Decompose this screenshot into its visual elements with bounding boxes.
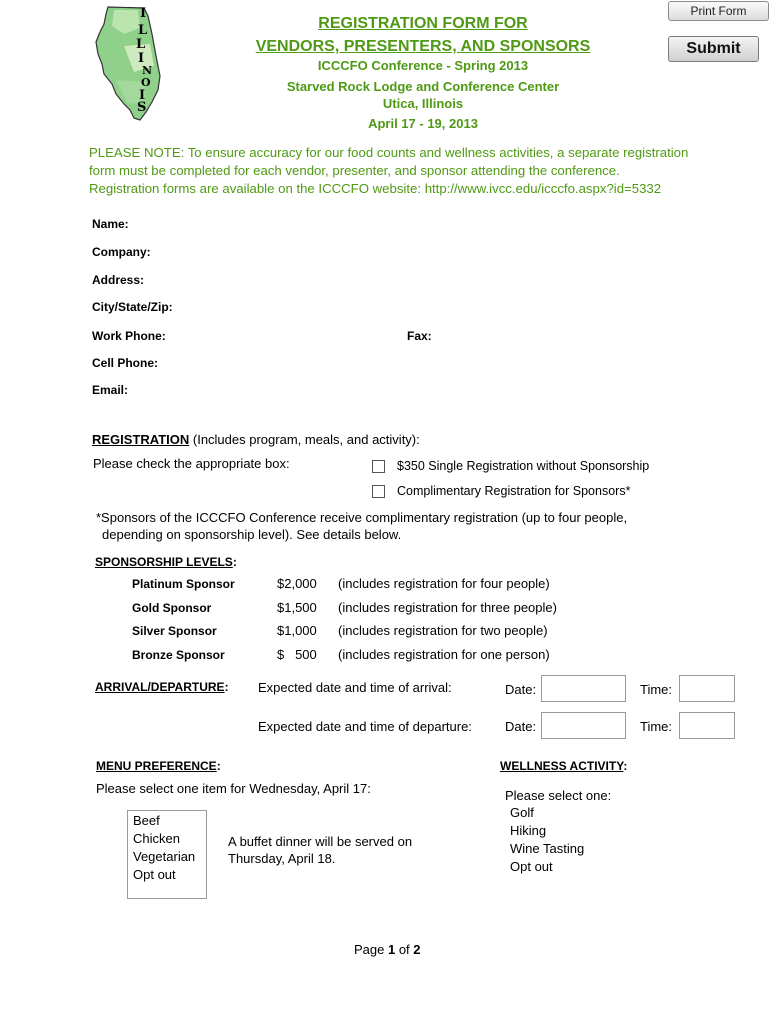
name-input[interactable] [170, 214, 720, 232]
print-form-button[interactable]: Print Form [668, 1, 769, 21]
arrival-time-label: Time: [640, 682, 673, 697]
form-title-line2: VENDORS, PRESENTERS, AND SPONSORS [255, 38, 591, 55]
address-input[interactable] [170, 270, 720, 288]
wellness-option[interactable]: Hiking [510, 823, 547, 838]
menu-select-list[interactable] [127, 810, 207, 899]
wellness-activity-heading-colon: : [623, 759, 628, 773]
registration-instruction: Please check the appropriate box: [93, 456, 290, 471]
venue-city: Utica, Illinois [382, 96, 464, 111]
sponsor-level-name: Gold Sponsor [132, 601, 212, 615]
page-current: 1 [387, 942, 396, 957]
sponsor-level-amount: $2,000 [277, 576, 317, 591]
page-total: 2 [413, 942, 421, 957]
conference-name: ICCCFO Conference - Spring 2013 [317, 58, 529, 73]
arrival-time-input[interactable] [679, 675, 735, 702]
submit-button[interactable]: Submit [668, 36, 759, 62]
departure-time-label: Time: [640, 719, 673, 734]
registration-heading-label: REGISTRATION [92, 432, 190, 447]
wellness-option[interactable]: Opt out [510, 859, 553, 874]
registration-heading [92, 432, 420, 447]
sponsor-level-name: Silver Sponsor [132, 624, 217, 638]
cell-phone-label: Cell Phone: [92, 356, 159, 370]
note-line1: PLEASE NOTE: To ensure accuracy for our food counts and wellness activities, a separate registration [89, 145, 689, 160]
email-input[interactable] [170, 380, 720, 398]
single-registration-checkbox[interactable] [372, 460, 385, 473]
buffet-note-line1: A buffet dinner will be served on [228, 834, 413, 849]
illinois-map-icon [94, 6, 164, 122]
sponsor-registration-label: Complimentary Registration for Sponsors* [397, 484, 631, 498]
form-title-line1: REGISTRATION FORM FOR [318, 15, 528, 32]
arrival-label: Expected date and time of arrival: [258, 680, 452, 695]
city-state-zip-input[interactable] [180, 297, 720, 315]
arrival-date-input[interactable] [541, 675, 626, 702]
map-letter: I [139, 88, 146, 103]
departure-label: Expected date and time of departure: [258, 719, 472, 734]
sponsor-level-amount: $1,500 [277, 600, 317, 615]
sponsor-level-amount: $1,000 [277, 623, 317, 638]
menu-preference-heading-colon: : [216, 759, 221, 773]
map-letter: L [136, 37, 146, 52]
wellness-option[interactable]: Golf [510, 805, 534, 820]
map-letter: I [138, 51, 145, 66]
illinois-map-logo [94, 6, 164, 122]
cell-phone-input[interactable] [170, 353, 720, 371]
city-state-zip-label: City/State/Zip: [92, 300, 173, 314]
wellness-option[interactable]: Wine Tasting [510, 841, 585, 856]
sponsorship-heading-label: SPONSORSHIP LEVELS [95, 555, 233, 569]
page-prefix: Page [354, 942, 388, 957]
single-registration-label: $350 Single Registration without Sponsorship [397, 459, 650, 473]
wellness-activity-heading-label: WELLNESS ACTIVITY [500, 759, 624, 773]
arrival-departure-heading [95, 680, 229, 694]
menu-instruction: Please select one item for Wednesday, April 17: [96, 781, 371, 796]
venue-name: Starved Rock Lodge and Conference Center [286, 79, 560, 94]
address-label: Address: [92, 273, 145, 287]
menu-option[interactable]: Beef [133, 813, 160, 828]
wellness-instruction: Please select one: [505, 788, 612, 803]
company-label: Company: [92, 245, 151, 259]
map-letter: S [137, 100, 147, 115]
departure-date-label: Date: [505, 719, 537, 734]
sponsor-footnote-line1: *Sponsors of the ICCCFO Conference receive complimentary registration (up to four people, [96, 510, 628, 525]
sponsor-level-amount: $ 500 [277, 647, 317, 662]
sponsor-level-desc: (includes registration for four people) [338, 576, 550, 591]
menu-option[interactable]: Chicken [133, 831, 180, 846]
menu-option[interactable]: Opt out [133, 867, 176, 882]
menu-preference-heading-label: MENU PREFERENCE [96, 759, 217, 773]
arrival-departure-heading-colon: : [224, 680, 229, 694]
sponsor-level-desc: (includes registration for three people) [338, 600, 557, 615]
sponsor-level-desc: (includes registration for one person) [338, 647, 550, 662]
fax-input[interactable] [435, 326, 720, 344]
work-phone-label: Work Phone: [92, 329, 166, 343]
note-line2: form must be completed for each vendor, presenter, and sponsor attending the conference. [89, 163, 620, 178]
page-of: of [395, 942, 414, 957]
arrival-date-label: Date: [505, 682, 537, 697]
wellness-select-list[interactable] [500, 785, 630, 880]
map-letter: I [140, 6, 147, 21]
registration-heading-suffix: (Includes program, meals, and activity): [189, 432, 420, 447]
menu-option[interactable]: Vegetarian [133, 849, 196, 864]
buffet-note-line2: Thursday, April 18. [228, 851, 336, 866]
work-phone-input[interactable] [170, 326, 390, 344]
conference-dates: April 17 - 19, 2013 [368, 116, 478, 131]
map-letter: N [142, 64, 153, 77]
note-line3: Registration forms are available on the ICCCFO website: http://www.ivcc.edu/icccfo.aspx?id=5332 [89, 181, 662, 196]
sponsorship-heading-colon: : [232, 555, 237, 569]
company-input[interactable] [170, 242, 720, 260]
map-letter: O [141, 76, 151, 89]
menu-preference-heading [96, 759, 221, 773]
map-letter: L [138, 23, 148, 38]
email-label: Email: [92, 383, 129, 397]
departure-time-input[interactable] [679, 712, 735, 739]
sponsor-level-desc: (includes registration for two people) [338, 623, 548, 638]
sponsor-level-name: Bronze Sponsor [132, 648, 225, 662]
arrival-departure-heading-label: ARRIVAL/DEPARTURE [95, 680, 225, 694]
fax-label: Fax: [407, 329, 432, 343]
wellness-activity-heading [500, 759, 627, 773]
sponsor-level-name: Platinum Sponsor [132, 577, 235, 591]
departure-date-input[interactable] [541, 712, 626, 739]
sponsorship-heading [95, 555, 237, 569]
sponsor-footnote-line2: depending on sponsorship level). See details below. [102, 527, 402, 542]
page-number [354, 942, 421, 957]
sponsor-registration-checkbox[interactable] [372, 485, 385, 498]
name-label: Name: [92, 217, 129, 231]
